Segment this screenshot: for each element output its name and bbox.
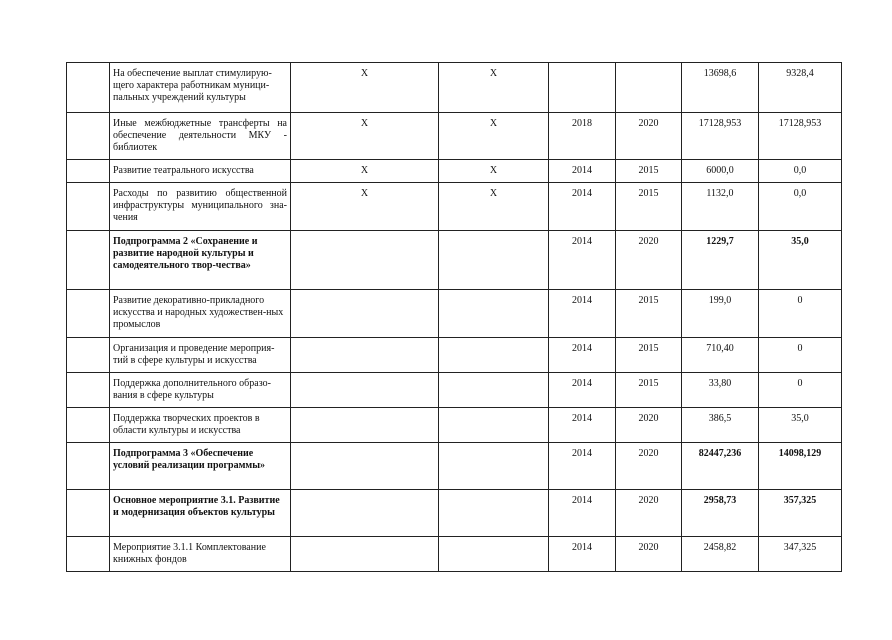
funding-current-cell: 14098,129 <box>759 443 842 490</box>
end-year-cell: 2015 <box>616 338 682 373</box>
end-year-cell <box>616 63 682 113</box>
row-number-cell <box>67 408 110 443</box>
row-number-cell <box>67 160 110 183</box>
row-number-cell <box>67 490 110 537</box>
start-year-cell: 2014 <box>549 338 616 373</box>
event-name-cell: Подпрограмма 3 «Обеспечение условий реализации программы» <box>110 443 291 490</box>
start-year-cell: 2014 <box>549 160 616 183</box>
responsible-cell <box>291 408 439 443</box>
funding-current-cell: 35,0 <box>759 231 842 290</box>
funding-total-cell: 6000,0 <box>682 160 759 183</box>
end-year-cell: 2020 <box>616 443 682 490</box>
responsible-cell <box>291 373 439 408</box>
budget-table-body <box>67 63 842 572</box>
executor-cell <box>439 290 549 338</box>
table-row <box>67 373 842 408</box>
end-year-cell: 2020 <box>616 537 682 572</box>
table-row <box>67 408 842 443</box>
executor-cell <box>439 338 549 373</box>
table-row <box>67 160 842 183</box>
event-name-cell: Развитие декоративно-прикладного искусства и народных художествен-ных промыслов <box>110 290 291 338</box>
funding-total-cell: 386,5 <box>682 408 759 443</box>
responsible-cell <box>291 443 439 490</box>
row-number-cell <box>67 231 110 290</box>
row-number-cell <box>67 63 110 113</box>
end-year-cell: 2015 <box>616 160 682 183</box>
funding-current-cell: 9328,4 <box>759 63 842 113</box>
table-row <box>67 338 842 373</box>
table-row <box>67 537 842 572</box>
executor-cell <box>439 373 549 408</box>
start-year-cell: 2014 <box>549 408 616 443</box>
start-year-cell: 2014 <box>549 537 616 572</box>
executor-cell: X <box>439 63 549 113</box>
funding-total-cell: 13698,6 <box>682 63 759 113</box>
event-name-cell: Поддержка творческих проектов в области культуры и искусства <box>110 408 291 443</box>
responsible-cell <box>291 338 439 373</box>
table-row <box>67 231 842 290</box>
executor-cell: X <box>439 113 549 160</box>
funding-current-cell: 0,0 <box>759 183 842 231</box>
funding-current-cell: 357,325 <box>759 490 842 537</box>
start-year-cell <box>549 63 616 113</box>
end-year-cell: 2020 <box>616 113 682 160</box>
responsible-cell <box>291 290 439 338</box>
row-number-cell <box>67 290 110 338</box>
start-year-cell: 2014 <box>549 231 616 290</box>
end-year-cell: 2020 <box>616 490 682 537</box>
end-year-cell: 2015 <box>616 373 682 408</box>
executor-cell <box>439 408 549 443</box>
end-year-cell: 2020 <box>616 231 682 290</box>
event-name-cell: Иные межбюджетные трансферты на обеспечение деятельности МКУ - библиотек <box>110 113 291 160</box>
end-year-cell: 2020 <box>616 408 682 443</box>
funding-total-cell: 199,0 <box>682 290 759 338</box>
funding-current-cell: 0 <box>759 373 842 408</box>
executor-cell <box>439 490 549 537</box>
row-number-cell <box>67 443 110 490</box>
row-number-cell <box>67 338 110 373</box>
start-year-cell: 2014 <box>549 290 616 338</box>
funding-current-cell: 0 <box>759 338 842 373</box>
table-row <box>67 113 842 160</box>
start-year-cell: 2014 <box>549 443 616 490</box>
event-name-cell: На обеспечение выплат стимулирую-щего характера работникам муници-пальных учреждений культуры <box>110 63 291 113</box>
table-row <box>67 63 842 113</box>
event-name-cell: Развитие театрального искусства <box>110 160 291 183</box>
funding-total-cell: 710,40 <box>682 338 759 373</box>
budget-table <box>66 62 842 572</box>
row-number-cell <box>67 373 110 408</box>
end-year-cell: 2015 <box>616 183 682 231</box>
funding-current-cell: 0,0 <box>759 160 842 183</box>
event-name-cell: Организация и проведение мероприя-тий в сфере культуры и искусства <box>110 338 291 373</box>
responsible-cell: X <box>291 113 439 160</box>
start-year-cell: 2014 <box>549 183 616 231</box>
executor-cell <box>439 537 549 572</box>
event-name-cell: Мероприятие 3.1.1 Комплектование книжных фондов <box>110 537 291 572</box>
event-name-cell: Подпрограмма 2 «Сохранение и развитие народной культуры и самодеятельного твор-чества» <box>110 231 291 290</box>
table-row <box>67 443 842 490</box>
executor-cell: X <box>439 160 549 183</box>
funding-total-cell: 1229,7 <box>682 231 759 290</box>
event-name-cell: Расходы по развитию общественной инфраструктуры муниципального зна-чения <box>110 183 291 231</box>
event-name-cell: Основное мероприятие 3.1. Развитие и модернизация объектов культуры <box>110 490 291 537</box>
funding-total-cell: 17128,953 <box>682 113 759 160</box>
start-year-cell: 2018 <box>549 113 616 160</box>
executor-cell <box>439 231 549 290</box>
responsible-cell: X <box>291 183 439 231</box>
executor-cell: X <box>439 183 549 231</box>
responsible-cell <box>291 537 439 572</box>
row-number-cell <box>67 183 110 231</box>
row-number-cell <box>67 537 110 572</box>
table-row <box>67 490 842 537</box>
funding-total-cell: 1132,0 <box>682 183 759 231</box>
funding-total-cell: 2958,73 <box>682 490 759 537</box>
table-row <box>67 290 842 338</box>
responsible-cell: X <box>291 160 439 183</box>
row-number-cell <box>67 113 110 160</box>
funding-current-cell: 0 <box>759 290 842 338</box>
funding-current-cell: 17128,953 <box>759 113 842 160</box>
funding-total-cell: 33,80 <box>682 373 759 408</box>
responsible-cell: X <box>291 63 439 113</box>
funding-total-cell: 82447,236 <box>682 443 759 490</box>
end-year-cell: 2015 <box>616 290 682 338</box>
start-year-cell: 2014 <box>549 490 616 537</box>
funding-current-cell: 347,325 <box>759 537 842 572</box>
executor-cell <box>439 443 549 490</box>
responsible-cell <box>291 231 439 290</box>
table-row <box>67 183 842 231</box>
funding-total-cell: 2458,82 <box>682 537 759 572</box>
event-name-cell: Поддержка дополнительного образо-вания в сфере культуры <box>110 373 291 408</box>
responsible-cell <box>291 490 439 537</box>
start-year-cell: 2014 <box>549 373 616 408</box>
funding-current-cell: 35,0 <box>759 408 842 443</box>
